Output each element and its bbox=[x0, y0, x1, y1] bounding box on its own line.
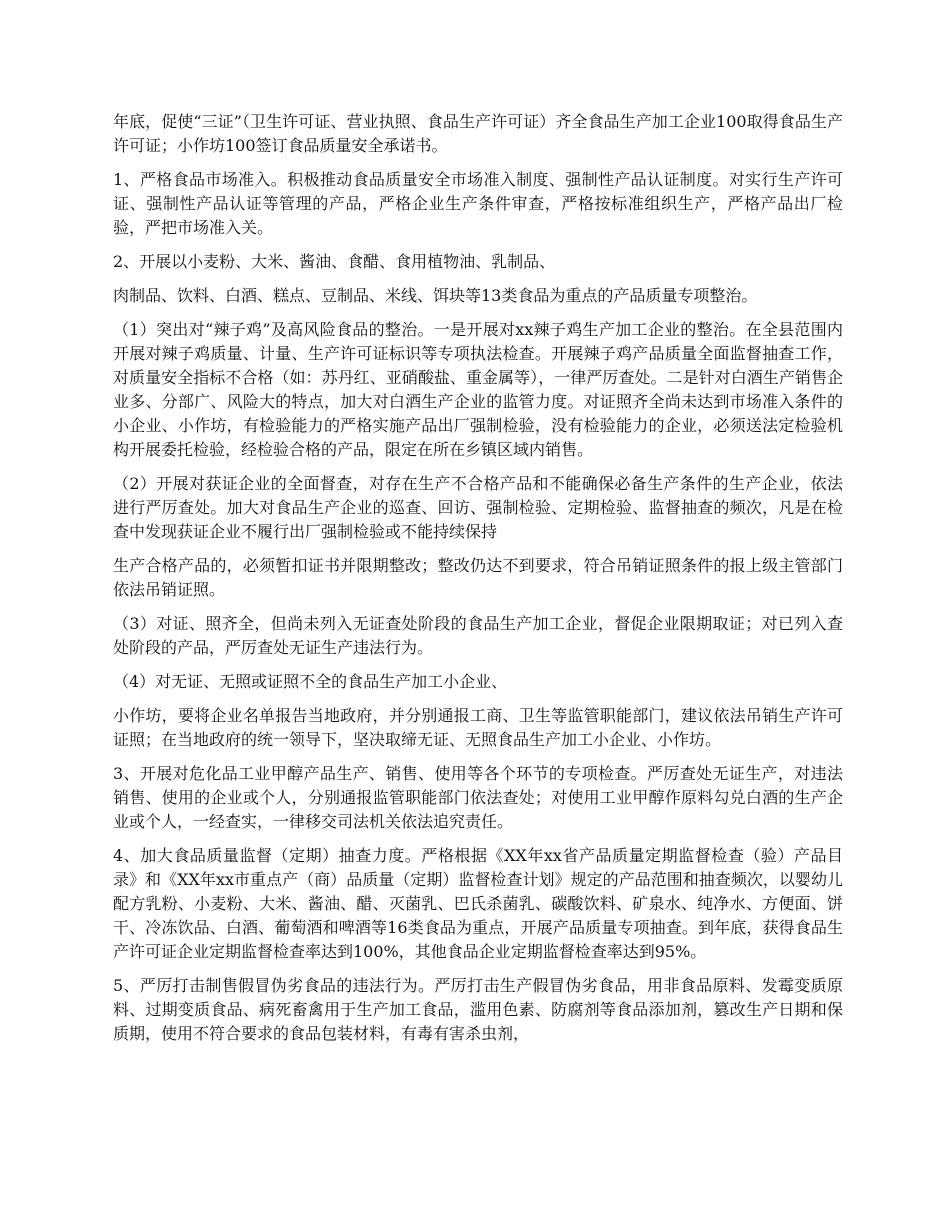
paragraph-7: 生产合格产品的，必须暂扣证书并限期整改；整改仍达不到要求，符合吊销证照条件的报上级主管部门依法吊销证照。 bbox=[113, 556, 843, 599]
paragraph-12: 4、加大食品质量监督（定期）抽查力度。严格根据《XX年xx省产品质量定期监督检查（验）产品目录》和《XX年xx市重点产（商）品质量（定期）监督检查计划》规定的产品范围和抽查频次，以婴幼儿配方乳粉、小麦粉、大米、酱油、醋、灭菌乳、巴氏杀菌乳、碳酸饮料、矿泉水、纯净水、方便面、饼干、冷冻饮品、白酒、葡萄酒和啤酒等16类食品为重点，开展产品质量专项抽查。到年底，获得食品生产许可证企业定期监督检查率达到100%，其他食品企业定期监督检查率达到95%。 bbox=[113, 846, 843, 961]
paragraph-8: （3）对证、照齐全，但尚未列入无证查处阶段的食品生产加工企业，督促企业限期取证；对已列入查处阶段的产品，严厉查处无证生产违法行为。 bbox=[113, 614, 843, 657]
paragraph-2: 1、严格食品市场准入。积极推动食品质量安全市场准入制度、强制性产品认证制度。对实行生产许可证、强制性产品认证等管理的产品，严格企业生产条件审查，严格按标准组织生产，严格产品出厂检验，严把市场准入关。 bbox=[113, 170, 843, 237]
paragraph-5: （1）突出对“辣子鸡”及高风险食品的整治。一是开展对xx辣子鸡生产加工企业的整治。在全县范围内开展对辣子鸡质量、计量、生产许可证标识等专项执法检查。开展辣子鸡产品质量全面监督抽查工作，对质量安全指标不合格（如：苏丹红、亚硝酸盐、重金属等），一律严厉查处。二是针对白酒生产销售企业多、分部广、风险大的特点，加大对白酒生产企业的监管力度。对证照齐全尚未达到市场准入条件的小企业、小作坊，有检验能力的严格实施产品出厂强制检验，没有检验能力的企业，必须送法定检验机构开展委托检验，经检验合格的产品，限定在所在乡镇区域内销售。 bbox=[113, 320, 843, 459]
paragraph-10: 小作坊，要将企业名单报告当地政府，并分别通报工商、卫生等监管职能部门，建议依法吊销生产许可证照；在当地政府的统一领导下，坚决取缔无证、无照食品生产加工小企业、小作坊。 bbox=[113, 706, 843, 749]
paragraph-11: 3、开展对危化品工业甲醇产品生产、销售、使用等各个环节的专项检查。严厉查处无证生产，对违法销售、使用的企业或个人，分别通报监管职能部门依法查处；对使用工业甲醇作原料勾兑白酒的生产企业或个人，一经查实，一律移交司法机关依法追究责任。 bbox=[113, 764, 843, 831]
paragraph-6: （2）开展对获证企业的全面督查，对存在生产不合格产品和不能确保必备生产条件的生产企业，依法进行严厉查处。加大对食品生产企业的巡查、回访、强制检验、定期检验、监督抽查的频次，凡是在检查中发现获证企业不履行出厂强制检验或不能持续保持 bbox=[113, 474, 843, 541]
paragraph-4: 肉制品、饮料、白酒、糕点、豆制品、米线、饵块等13类食品为重点的产品质量专项整治。 bbox=[113, 286, 758, 305]
paragraph-13: 5、严厉打击制售假冒伪劣食品的违法行为。严厉打击生产假冒伪劣食品，用非食品原料、发霉变质原料、过期变质食品、病死畜禽用于生产加工食品，滥用色素、防腐剂等食品添加剂，篡改生产日期和保质期，使用不符合要求的食品包装材料，有毒有害杀虫剂， bbox=[113, 976, 843, 1043]
paragraph-1: 年底，促使“三证”（卫生许可证、营业执照、食品生产许可证）齐全食品生产加工企业100取得食品生产许可证；小作坊100签订食品质量安全承诺书。 bbox=[113, 112, 843, 155]
document-body bbox=[113, 110, 843, 1056]
paragraph-3: 2、开展以小麦粉、大米、酱油、食醋、食用植物油、乳制品、 bbox=[113, 252, 556, 271]
paragraph-9: （4）对无证、无照或证照不全的食品生产加工小企业、 bbox=[113, 672, 508, 691]
